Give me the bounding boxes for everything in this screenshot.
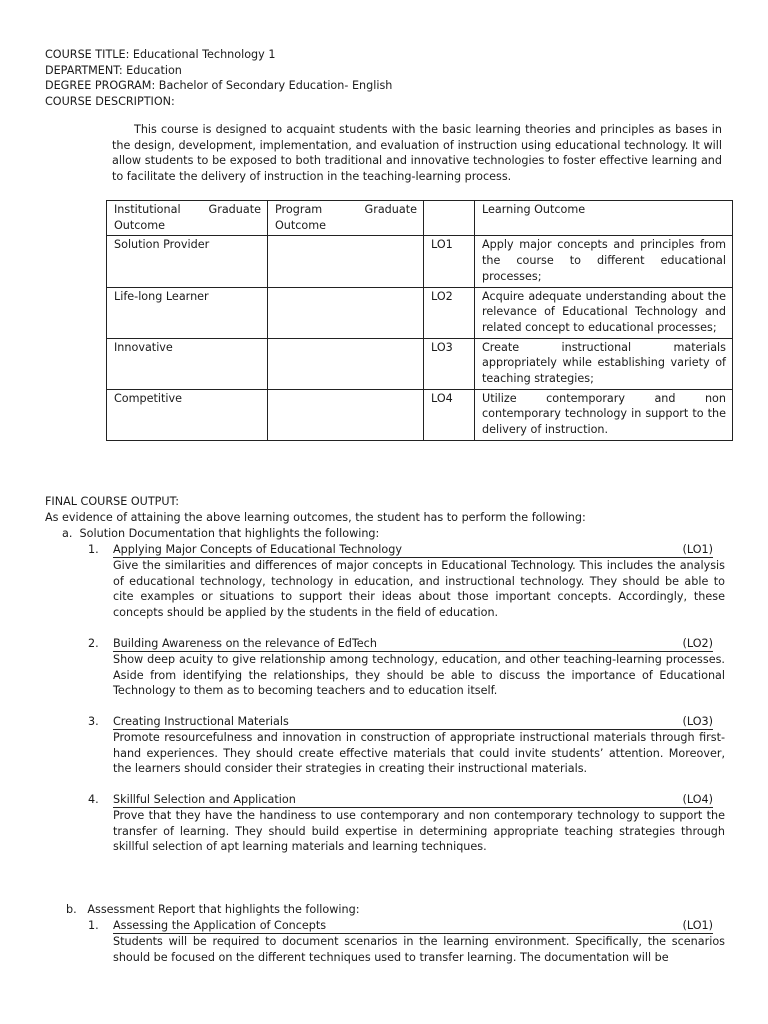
lo-code-cell: LO1 [424, 236, 475, 287]
section-b-label: b. [66, 903, 77, 916]
pgo-cell [268, 338, 424, 389]
item-title-line [113, 636, 713, 652]
item-title: Creating Instructional Materials [113, 715, 289, 728]
table-header-cell: Program Graduate Outcome [268, 201, 424, 236]
item-body: Prove that they have the handiness to use contemporary and non contemporary technology to support the transfer of learning. They should build expertise in determining appropriate teaching strategies through skillful selection of apt learning materials and learning techniques. [113, 809, 725, 854]
degree-program: DEGREE PROGRAM: Bachelor of Secondary Education- English [45, 79, 393, 93]
section-a-label: a. [62, 527, 73, 540]
item-title: Applying Major Concepts of Educational Technology [113, 543, 402, 556]
outcome-cell: Utilize contemporary and non contemporary technology in support to the delivery of instruction. [475, 389, 733, 440]
section-b-heading [66, 902, 359, 918]
department: DEPARTMENT: Education [45, 63, 182, 77]
table-header-cell [424, 201, 475, 236]
table-row [107, 287, 733, 338]
item-title-line [113, 792, 713, 808]
item-lo-code: (LO2) [682, 637, 713, 650]
item-number: 1. [88, 543, 99, 556]
table-header-cell: Learning Outcome [475, 201, 733, 236]
item-title-line [113, 918, 713, 934]
igo-cell: Life-long Learner [107, 287, 268, 338]
item-lo-code: (LO3) [682, 715, 713, 728]
table-row [107, 236, 733, 287]
final-course-output [45, 494, 725, 525]
item-title-line [113, 542, 713, 558]
item-title: Building Awareness on the relevance of EdTech [113, 637, 377, 650]
pgo-cell [268, 236, 424, 287]
item-number: 4. [88, 793, 99, 806]
igo-cell: Competitive [107, 389, 268, 440]
outcome-cell: Create instructional materials appropriately while establishing variety of teaching strategies; [475, 338, 733, 389]
pgo-cell [268, 287, 424, 338]
table-header-cell: Institutional Graduate Outcome [107, 201, 268, 236]
course-description-label: COURSE DESCRIPTION: [45, 95, 175, 109]
igo-cell: Solution Provider [107, 236, 268, 287]
item-body: Promote resourcefulness and innovation in construction of appropriate instructional materials through first-hand experiences. They should create effective materials that could invite students’ attention. Moreover, the learners should consider their strategies in creating their instructional materials. [113, 731, 725, 776]
section-b-title: Assessment Report that highlights the following: [87, 903, 360, 916]
item-body: Show deep acuity to give relationship among technology, education, and other teaching-learning processes. Aside from identifying the relationships, they should be able to discuss the importance of Educational Technology to them as to becoming teachers and to education itself. [113, 653, 725, 698]
item-number: 3. [88, 715, 99, 728]
section-a-title: Solution Documentation that highlights the following: [79, 527, 380, 540]
pgo-cell [268, 389, 424, 440]
item-title: Assessing the Application of Concepts [113, 919, 327, 932]
item-body: Give the similarities and differences of major concepts in Educational Technology. This includes the analysis of educational technology, technology in education, and instructional technology. They should be able to cite examples or situations to support their ideas about those important concepts. Accordingly, these concepts should be applied by the students in the field of education. [113, 559, 725, 620]
item-lo-code: (LO1) [682, 543, 713, 556]
learning-outcomes-table [106, 200, 733, 441]
item-body: Students will be required to document scenarios in the learning environment. Specifically, the scenarios should be focused on the different techniques used to transfer learning. The documentation will be [113, 935, 725, 964]
item-number: 2. [88, 637, 99, 650]
item-title-line [113, 714, 713, 730]
final-output-heading: FINAL COURSE OUTPUT: [45, 495, 179, 508]
lo-code-cell: LO2 [424, 287, 475, 338]
course-description: This course is designed to acquaint students with the basic learning theories and principles as bases in the design, development, implementation, and evaluation of instruction using educational technology. It will allow students to be exposed to both traditional and innovative technologies to foster effective learning and to facilitate the delivery of instruction in the teaching-learning process. [112, 123, 722, 184]
final-output-intro: As evidence of attaining the above learning outcomes, the student has to perform the following: [45, 510, 586, 524]
course-title: COURSE TITLE: Educational Technology 1 [45, 48, 276, 61]
item-lo-code: (LO4) [682, 793, 713, 806]
lo-code-cell: LO3 [424, 338, 475, 389]
table-row [107, 389, 733, 440]
item-number: 1. [88, 919, 99, 932]
outcome-cell: Apply major concepts and principles from the course to different educational processes; [475, 236, 733, 287]
table-row [107, 338, 733, 389]
item-title: Skillful Selection and Application [113, 793, 296, 806]
section-a-heading [62, 526, 379, 542]
item-lo-code: (LO1) [682, 919, 713, 932]
igo-cell: Innovative [107, 338, 268, 389]
outcome-cell: Acquire adequate understanding about the relevance of Educational Technology and related concept to educational processes; [475, 287, 733, 338]
lo-code-cell: LO4 [424, 389, 475, 440]
course-header [45, 47, 392, 110]
table-header-row [107, 201, 733, 236]
